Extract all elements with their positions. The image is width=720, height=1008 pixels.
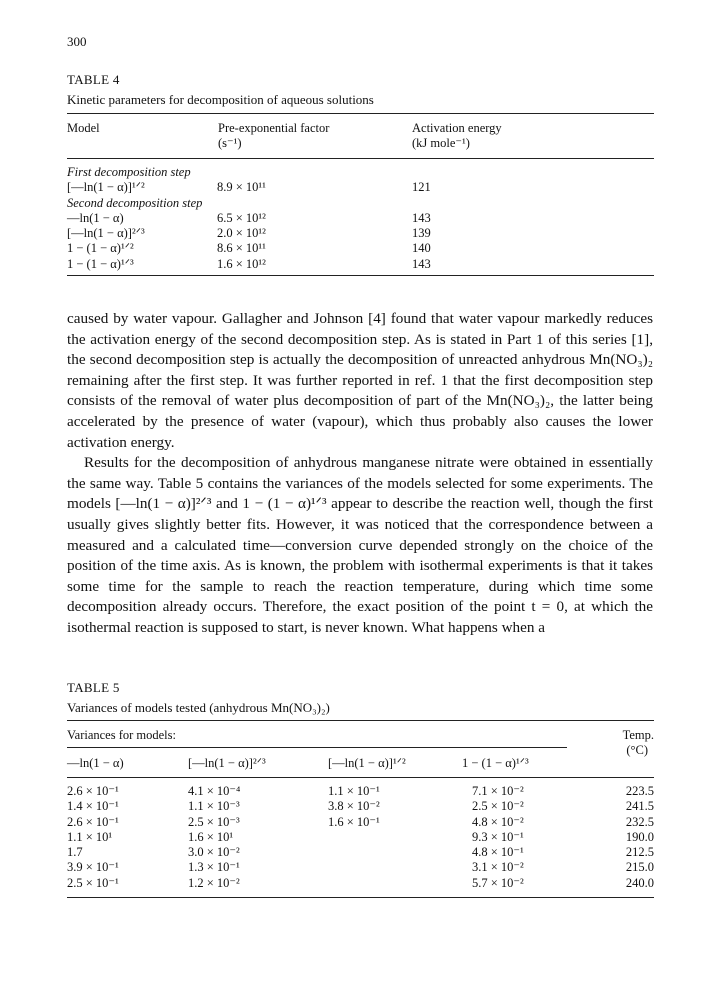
paragraph: caused by water vapour. Gallagher and Johnson [4] found that water vapour markedly reduces the activation energy of the second decomposition step. As is stated in Part 1 of this series [1], the second decomposition step is actually the decomposition of unreacted anhydrous Mn(NO₃)₂ remaining after the first step. It was further reported in ref. 1 that the first decomposition step consists of the removal of water plus decomposition of part of the Mn(NO₃)₂, the latter being accelerated by the presence of water (vapour), which thus probably also causes the lower activation energy. <box>67 310 653 451</box>
table-row <box>67 815 654 830</box>
table-row <box>67 799 654 814</box>
table4-model-cell: [—ln(1 − α)]²ᐟ³ <box>67 226 145 241</box>
table5-label: TABLE 5 <box>67 680 120 695</box>
table5-cell: 9.3 × 10⁻¹ <box>472 829 524 844</box>
table5-temp-cell: 240.0 <box>625 875 654 890</box>
table4-caption: Kinetic parameters for decomposition of aqueous solutions <box>67 92 374 107</box>
table5-temp-label: Temp. <box>622 728 654 742</box>
table-row <box>67 876 654 891</box>
table5-cell: 2.6 × 10⁻¹ <box>67 814 119 829</box>
table4-top-rule <box>67 113 654 114</box>
table5-cell: 5.7 × 10⁻² <box>472 875 524 890</box>
table5-temp-cell: 190.0 <box>625 829 654 844</box>
table4-model-cell: —ln(1 − α) <box>67 210 124 225</box>
table-row <box>67 226 654 241</box>
table5-cell: 3.8 × 10⁻² <box>328 799 380 814</box>
table4-model-cell: 1 − (1 − α)¹ᐟ² <box>67 241 134 256</box>
table4-factor-cell: 6.5 × 10¹² <box>217 210 266 225</box>
table-row <box>67 241 654 256</box>
paragraph: Results for the decomposition of anhydrous manganese nitrate were obtained in essentially the same way. Table 5 contains the variances of the models selected for some experiments. The models [—ln(1 − α)]²ᐟ³ and 1 − (1 − α)¹ᐟ³ appear to describe the reaction well, though the first usually gives slightly better fits. However, it was noticed that the correspondence between a measured and a calculated time—conversion curve depended strongly on the choice of the position of the time axis. As is known, the problem with isothermal experiments is that it takes some time for the sample to reach the reaction temperature, during which time some decomposition already occurs. Therefore, the exact position of the point t = 0, at which the isothermal reaction is supposed to start, is never known. What happens when a <box>67 454 653 636</box>
table4-energy-cell: 143 <box>412 210 431 225</box>
table4-header-preexp-unit: (s⁻¹) <box>218 136 242 150</box>
table5-cell: 1.1 × 10¹ <box>67 829 113 844</box>
table5-cell: 4.8 × 10⁻¹ <box>472 845 524 860</box>
table-row <box>67 784 654 799</box>
table4-header-energy-label: Activation energy <box>412 121 502 135</box>
table4-header-model: Model <box>67 121 100 135</box>
table4-label: TABLE 4 <box>67 72 120 87</box>
table4-section-title: Second decomposition step <box>67 195 203 210</box>
table-row <box>67 860 654 875</box>
table5-cell: 1.6 × 10¹ <box>188 829 234 844</box>
table5-col-header: 1 − (1 − α)¹ᐟ³ <box>462 756 529 770</box>
table5-temp-cell: 223.5 <box>625 784 654 798</box>
table5-top-rule <box>67 720 654 721</box>
table5-cell: 1.1 × 10⁻¹ <box>328 784 380 798</box>
table5-header-rule <box>67 777 654 778</box>
table5-col-header: [—ln(1 − α)]¹ᐟ² <box>328 756 406 770</box>
table5-cell: 2.5 × 10⁻² <box>472 799 524 814</box>
table5-cell: 7.1 × 10⁻² <box>472 784 524 798</box>
table-row <box>67 211 654 226</box>
table5-cell: 4.8 × 10⁻² <box>472 814 524 829</box>
table5-col-header: [—ln(1 − α)]²ᐟ³ <box>188 756 266 770</box>
table4-factor-cell: 1.6 × 10¹² <box>217 256 266 271</box>
table5-col-header: —ln(1 − α) <box>67 756 124 770</box>
table5-temp-cell: 215.0 <box>625 860 654 875</box>
table4-header-energy-unit: (kJ mole⁻¹) <box>412 136 470 150</box>
table5-cell: 1.2 × 10⁻² <box>188 875 240 890</box>
table5-cell: 3.9 × 10⁻¹ <box>67 860 119 875</box>
table5-temp-cell: 212.5 <box>625 845 654 860</box>
table5-cell: 2.6 × 10⁻¹ <box>67 784 119 798</box>
table4-energy-cell: 121 <box>412 180 431 195</box>
body-text <box>67 309 653 639</box>
table5-group-header: Variances for models: <box>67 728 176 742</box>
table4-energy-cell: 143 <box>412 256 431 271</box>
table-row <box>67 257 654 272</box>
table5-cell: 4.1 × 10⁻⁴ <box>188 784 241 798</box>
table4-body <box>67 165 654 272</box>
table5-temp-header <box>590 728 654 758</box>
table5-group-rule <box>67 747 567 748</box>
table5-bottom-rule <box>67 897 654 898</box>
page-number: 300 <box>67 34 87 49</box>
table5-cell: 1.4 × 10⁻¹ <box>67 799 119 814</box>
table4-header-preexp-label: Pre-exponential factor <box>218 121 330 135</box>
table-row <box>67 845 654 860</box>
table-row <box>67 830 654 845</box>
table5-temp-cell: 232.5 <box>625 814 654 829</box>
table5-temp-unit: (°C) <box>626 743 648 757</box>
table4-header-rule <box>67 158 654 159</box>
table5-temp-cell: 241.5 <box>625 799 654 814</box>
table4-model-cell: [—ln(1 − α)]¹ᐟ² <box>67 180 145 195</box>
table5-cell: 3.0 × 10⁻² <box>188 845 240 860</box>
table5-cell: 1.7 <box>67 845 83 860</box>
table5-caption: Variances of models tested (anhydrous Mn(NO₃)₂) <box>67 700 330 715</box>
table4-factor-cell: 2.0 × 10¹² <box>217 226 266 241</box>
table5-cell: 2.5 × 10⁻³ <box>188 814 240 829</box>
table4-model-cell: 1 − (1 − α)¹ᐟ³ <box>67 256 134 271</box>
table4-header-energy <box>412 121 502 151</box>
table5-cell: 2.5 × 10⁻¹ <box>67 875 119 890</box>
table5-body <box>67 784 654 891</box>
table-row <box>67 180 654 195</box>
table4-header-preexp <box>218 121 329 151</box>
table5-cell: 1.1 × 10⁻³ <box>188 799 240 814</box>
table4-section-title: First decomposition step <box>67 165 191 179</box>
table4-factor-cell: 8.6 × 10¹¹ <box>217 241 266 256</box>
table4-factor-cell: 8.9 × 10¹¹ <box>217 180 266 195</box>
table5-cell: 3.1 × 10⁻² <box>472 860 524 875</box>
table4-energy-cell: 139 <box>412 226 431 241</box>
table5-cell: 1.3 × 10⁻¹ <box>188 860 240 875</box>
table5-cell: 1.6 × 10⁻¹ <box>328 814 380 829</box>
table4-energy-cell: 140 <box>412 241 431 256</box>
table4-bottom-rule <box>67 275 654 276</box>
